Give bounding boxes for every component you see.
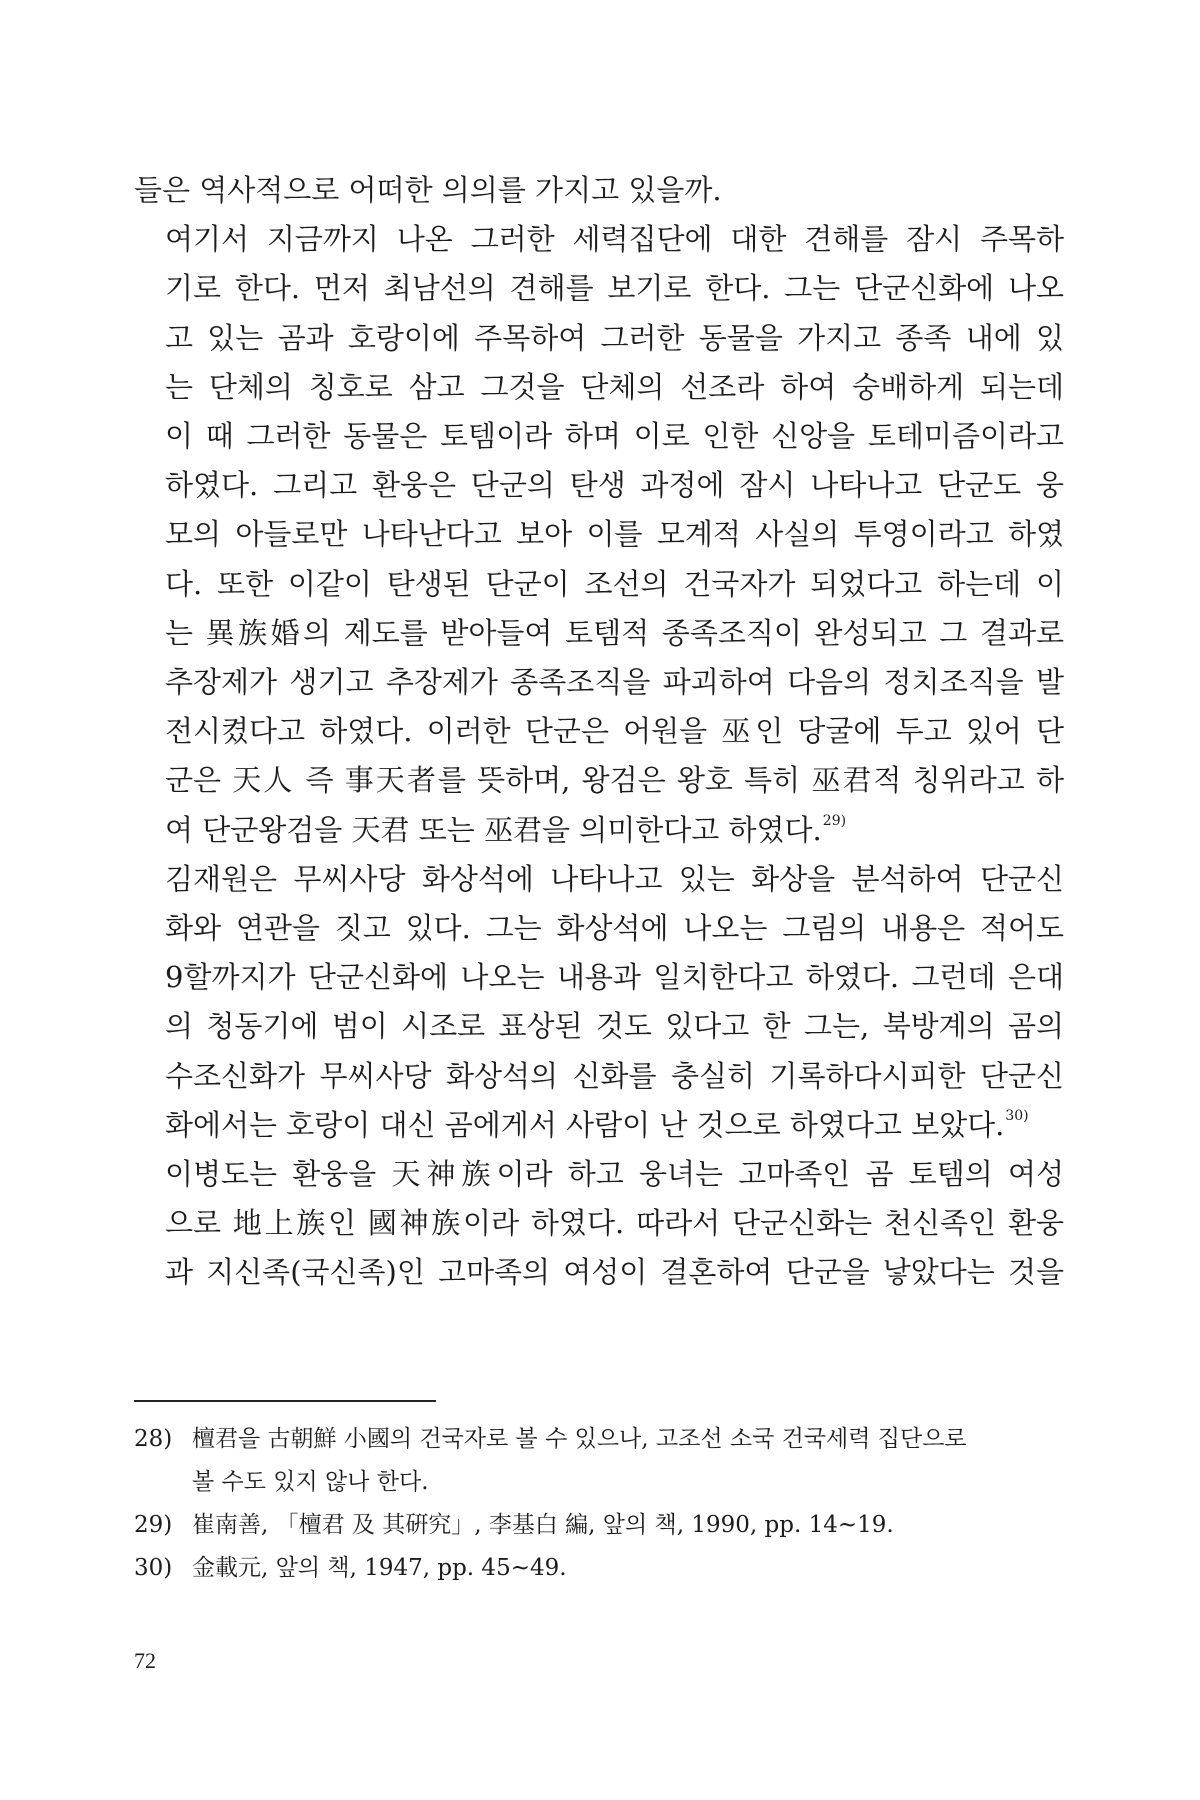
text-line: 하였다. 그리고 환웅은 단군의 탄생 과정에 잠시 나타나고 단군도 웅	[165, 468, 1064, 503]
text-line: 수조신화가 무씨사당 화상석의 신화를 충실히 기록하다시피한 단군신	[165, 1058, 1064, 1093]
footnote-line: 볼 수도 있지 않나 한다.	[192, 1469, 429, 1495]
text-line: 이 때 그러한 동물은 토템이라 하며 이로 인한 신앙을 토테미즘이라고	[165, 419, 1064, 454]
text-line: 과 지신족(국신족)인 고마족의 여성이 결혼하여 단군을 낳았다는 것을	[165, 1255, 1064, 1290]
text-line: 이병도는 환웅을 天神族이라 하고 웅녀는 고마족인 곰 토템의 여성	[165, 1157, 1064, 1192]
text-line: 고 있는 곰과 호랑이에 주목하여 그러한 동물을 가지고 종족 내에 있	[165, 320, 1064, 355]
footnote-28	[134, 1418, 1064, 1504]
footnote-number: 30)	[134, 1555, 173, 1581]
footnote-text	[192, 1504, 1064, 1547]
footnote-30	[134, 1547, 1064, 1590]
text-line: 는 단체의 칭호로 삼고 그것을 단체의 선조라 하여 숭배하게 되는데	[165, 369, 1064, 404]
body-text	[134, 166, 1064, 1298]
footnote-divider	[134, 1400, 436, 1402]
text-line: 군은 天人 즉 事天者를 뜻하며, 왕검은 왕호 특히 巫君적 칭위라고 하	[165, 763, 1064, 798]
text-line-with-footnote	[134, 1101, 1064, 1150]
text-line: 다. 또한 이같이 탄생된 단군이 조선의 건국자가 되었다고 하는데 이	[165, 566, 1064, 601]
text-line: 모의 아들로만 나타난다고 보아 이를 모계적 사실의 투영이라고 하였	[165, 517, 1064, 552]
footnote-text	[192, 1547, 1064, 1590]
text-line: 화에서는 호랑이 대신 곰에게서 사람이 난 것으로 하였다고 보았다.	[165, 1107, 1005, 1142]
footnotes	[134, 1418, 1064, 1590]
text-line-with-footnote	[134, 806, 1064, 855]
footnote-number: 29)	[134, 1512, 173, 1538]
text-line: 화와 연관을 짓고 있다. 그는 화상석에 나오는 그림의 내용은 적어도	[165, 911, 1064, 946]
text-line: 추장제가 생기고 추장제가 종족조직을 파괴하여 다음의 정치조직을 발	[165, 665, 1064, 700]
footnote-number: 28)	[134, 1426, 173, 1452]
footnote-line: 崔南善, 「檀君 及 其硏究」, 李基白 編, 앞의 책, 1990, pp. 14~19.	[192, 1512, 894, 1538]
text-line: 김재원은 무씨사당 화상석에 나타나고 있는 화상을 분석하여 단군신	[165, 861, 1064, 896]
footnote-ref-30[interactable]: 30)	[1005, 1107, 1029, 1124]
page-number: 72	[134, 1648, 156, 1673]
footnote-line: 金載元, 앞의 책, 1947, pp. 45~49.	[192, 1555, 567, 1581]
paragraph-4	[134, 1150, 1064, 1298]
footnote-29	[134, 1504, 1064, 1547]
text-line: 여 단군왕검을 天君 또는 巫君을 의미한다고 하였다.	[165, 812, 822, 847]
footnote-text	[192, 1418, 1064, 1504]
footnote-ref-29[interactable]: 29)	[822, 812, 847, 829]
text-line: 는 異族婚의 제도를 받아들여 토템적 종족조직이 완성되고 그 결과로	[165, 615, 1064, 650]
paragraph-1	[134, 166, 1064, 215]
text-line: 9할까지가 단군신화에 나오는 내용과 일치한다고 하였다. 그런데 은대	[165, 960, 1064, 995]
paragraph-3	[134, 855, 1064, 1150]
text-line: 여기서 지금까지 나온 그러한 세력집단에 대한 견해를 잠시 주목하	[165, 222, 1064, 257]
paragraph-2	[134, 215, 1064, 855]
text-line: 의 청동기에 범이 시조로 표상된 것도 있다고 한 그는, 북방계의 곰의	[165, 1009, 1064, 1044]
text-line: 전시켰다고 하였다. 이러한 단군은 어원을 巫인 당굴에 두고 있어 단	[165, 714, 1064, 749]
footnote-line: 檀君을 古朝鮮 小國의 건국자로 볼 수 있으나, 고조선 소국 건국세력 집단으로	[192, 1426, 967, 1452]
text-line: 으로 地上族인 國神族이라 하였다. 따라서 단군신화는 천신족인 환웅	[165, 1206, 1064, 1241]
text-line: 기로 한다. 먼저 최남선의 견해를 보기로 한다. 그는 단군신화에 나오	[165, 271, 1064, 306]
text-line: 들은 역사적으로 어떠한 의의를 가지고 있을까.	[134, 173, 722, 207]
